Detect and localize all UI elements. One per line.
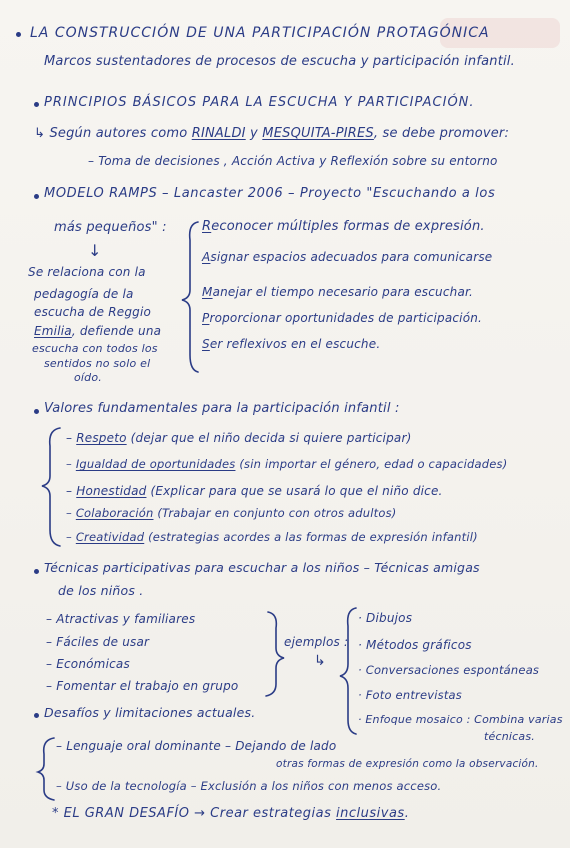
down-arrow-icon: ↓ (88, 241, 102, 260)
ejemplos-arrow-icon: ↳ (314, 653, 326, 669)
ramps-letter: M (202, 285, 213, 299)
ramps-letter: R (202, 219, 212, 234)
principios-suffix: , se debe promover: (373, 126, 510, 141)
ejemplo-item: · Foto entrevistas (358, 688, 462, 702)
relation-line: pedagogía de la (34, 287, 134, 301)
relation-line: oído. (74, 371, 102, 384)
valor-item: – Respeto (dejar que el niño decida si quiere participar) (66, 431, 412, 445)
valor-desc: (estrategias acordes a las formas de expresión infantil) (144, 530, 478, 544)
modelo-heading: MODELO RAMPS – Lancaster 2006 – Proyecto "Escuchando a los (44, 186, 496, 201)
valor-item: – Igualdad de oportunidades (sin importar el género, edad o capacidades) (66, 457, 508, 471)
relation-line: escucha con todos los (32, 342, 158, 355)
valor-desc: (Trabajar en conjunto con otros adultos) (153, 506, 397, 520)
principios-heading: PRINCIPIOS BÁSICOS PARA LA ESCUCHA Y PARTICIPACIÓN. (44, 95, 475, 110)
relation-line: sentidos no solo el (44, 357, 151, 370)
valor-term: Creatividad (75, 530, 145, 544)
ramps-letter: S (202, 337, 210, 351)
brace-ramps (182, 222, 198, 372)
desafio-line: – Uso de la tecnología – Exclusión a los niños con menos acceso. (56, 779, 442, 793)
principios-prefix: Según autores como (49, 126, 188, 141)
valor-item: – Colaboración (Trabajar en conjunto con otros adultos) (66, 506, 397, 520)
ramps-letter: A (202, 250, 211, 264)
ramps-text: anejar el tiempo necesario para escuchar. (212, 285, 474, 299)
conclusion-emphasis: inclusivas (336, 806, 405, 821)
brace-examples (340, 608, 356, 734)
brace-desafios (38, 738, 54, 800)
ejemplo-item-cont: técnicas. (484, 730, 535, 743)
valor-desc: (sin importar el género, edad o capacidades) (235, 457, 508, 471)
author-rinaldi: RINALDI (191, 126, 246, 141)
page-title: LA CONSTRUCCIÓN DE UNA PARTICIPACIÓN PROTAGÓNICA (30, 25, 490, 41)
desafios-heading: Desafíos y limitaciones actuales. (44, 705, 256, 720)
conclusion-suffix: . (404, 806, 410, 821)
reggio-emilia: Emilia (34, 324, 72, 338)
ejemplos-label: ejemplos : (284, 635, 349, 649)
relation-line: Se relaciona con la (28, 265, 146, 279)
valor-item: – Honestidad (Explicar para que se usará lo que el niño dice. (66, 484, 443, 498)
ejemplo-item: · Dibujos (358, 611, 413, 625)
desafio-line-cont: otras formas de expresión como la observación. (276, 758, 539, 770)
ramps-letter: P (202, 311, 210, 325)
relation-line: escucha de Reggio (34, 305, 152, 319)
valor-item: – Creatividad (estrategias acordes a las formas de expresión infantil) (66, 530, 478, 544)
conjunction: y (250, 126, 258, 141)
conclusion-prefix: * EL GRAN DESAFÍO → Crear estrategias (52, 806, 332, 821)
tecnica-feature: – Atractivas y familiares (46, 612, 196, 626)
brace-features (266, 612, 284, 696)
ramps-text: roporcionar oportunidades de participación. (209, 311, 483, 325)
valor-term: Honestidad (76, 484, 147, 498)
desafio-line: – Lenguaje oral dominante – Dejando de lado (56, 739, 337, 753)
tecnica-feature: – Fomentar el trabajo en grupo (46, 679, 239, 693)
tecnicas-heading-cont: de los niños . (58, 583, 144, 598)
ramps-text: econocer múltiples formas de expresión. (211, 219, 485, 234)
brace-valores (42, 428, 60, 546)
tecnicas-heading: Técnicas participativas para escuchar a los niños – Técnicas amigas (44, 560, 480, 575)
valor-term: Igualdad de oportunidades (75, 457, 236, 471)
ejemplo-item: · Conversaciones espontáneas (358, 663, 540, 677)
valor-term: Colaboración (75, 506, 154, 520)
principios-line2: – Toma de decisiones , Acción Activa y Reflexión sobre su entorno (88, 154, 498, 168)
page-subtitle: Marcos sustentadores de procesos de escucha y participación infantil. (44, 54, 515, 69)
modelo-heading-cont: más pequeños" : (54, 220, 167, 235)
ejemplo-item: · Métodos gráficos (358, 638, 472, 652)
valores-heading: Valores fundamentales para la participación infantil : (44, 401, 400, 416)
author-mesquita-pires: MESQUITA-PIRES (262, 126, 374, 141)
ramps-text: signar espacios adecuados para comunicarse (210, 250, 493, 264)
valor-term: Respeto (76, 431, 127, 445)
turn-arrow-icon: ↳ (34, 126, 50, 141)
relation-line-cont: , defiende una (71, 324, 162, 338)
tecnica-feature: – Económicas (46, 657, 130, 671)
valor-desc: (dejar que el niño decida si quiere participar) (126, 431, 412, 445)
tecnica-feature: – Fáciles de usar (46, 635, 150, 649)
valor-desc: (Explicar para que se usará lo que el niño dice. (146, 484, 443, 498)
ejemplo-item: · Enfoque mosaico : Combina varias (358, 713, 563, 726)
ramps-text: er reflexivos en el escuche. (209, 337, 381, 351)
